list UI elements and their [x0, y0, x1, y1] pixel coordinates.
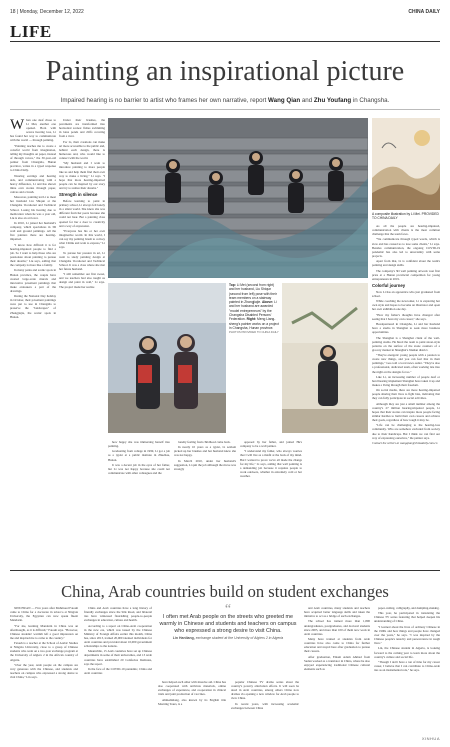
paragraph: Graduating from college in 1999, Li got a job as a typist at a public institute in Zhuzhou, Hunan. — [108, 449, 170, 462]
paragraph: "For me, learning Mandarin in China was an afterthought, as it is difficult," Fatouh says. "However, Chinese students' warmth left a good impression on me and inspired me to come to the country." — [10, 623, 78, 640]
article2-column-4 — [231, 680, 299, 734]
standfirst — [10, 97, 440, 104]
caption-text: Li Mei (second from right) and her husband, Liu Shiqun (second from left) pose with their team members on a stairway painted in Zhangjiajie. — [229, 283, 277, 305]
paragraph: how happy she was immersing herself into painting. — [108, 440, 170, 449]
paragraph: popular Chinese TV drama series about the country's poverty alleviation efforts. It will soon be aired in Arab countries, among others China now dramas via opening a new window for Arab people to view China. — [231, 680, 299, 701]
paragraph: paper-cutting, calligraphy, and dumpling-making. — [378, 606, 440, 610]
article-column-5 — [240, 440, 302, 560]
paragraph: In March 2010, under her husband's suggestion, Li quit the job although the move was strongly — [174, 458, 236, 471]
caption-text: Meng Liang-sheng's painter works on a project in Changsha, Hunan province. — [229, 317, 279, 330]
article2-column-5 — [304, 606, 370, 734]
paragraph: "I learned about the lives of ordinary Chinese in the 1990s and how things and people have changed over the years," he says. "I was inspired by the Chinese people's tenacity and perseverance in tough lives." — [374, 624, 440, 646]
paragraph: The company's 3D wall painting artwork won first prize at a Hunan provincial competition for young entrepreneurs in 2019. — [372, 268, 440, 281]
paragraph: While coaching the newcomer, Li is exploring her own style and hopes to become an illustrator and open her own exhibition one day. — [372, 299, 440, 312]
pull-quote-attribution — [158, 636, 298, 640]
article2-column-1 — [10, 606, 78, 734]
paragraph: Like Li, an increasing number of people deaf or hard hearing implement Shanghai have taken it up and makes a living through their freedom. — [372, 374, 440, 387]
article-column-2 — [59, 118, 105, 558]
paragraph: XINCHUAN — Five years after Mahmoud Fatouh came to China for a doctorate in tobacco at Ningxia University, the Egyptian can now speak fluent Mandarin. — [10, 606, 78, 623]
section-title: LIFE — [10, 22, 52, 41]
paragraph: The school has trained more than 1,800 undergraduates, postgraduates, and doctoral students since 2005, and more than 100 of them now work in Arab countries. — [304, 619, 370, 636]
paragraph: According to a report on China-Arab cooperation in the new era, which was issued by the Chinese Ministry of Foreign Affairs earlier this month, China has, since 2013, trained 20,000 talented individuals for Arab countries and provided about 10,000 government scholarships to the nations. — [84, 623, 152, 649]
paragraph: This year, he participated in translating the Chinese TV series featuring that helped deepen his understanding of China. — [374, 611, 440, 624]
paragraph: To pursue her passion in art, Li went to study painting design at Changsha Vocational and Technical School. It was a class where she met her future husband. — [59, 250, 105, 271]
article-column-6 — [372, 224, 440, 564]
paragraph: In 2010, Li joined her husband's company, which specializes in 3D wall and ground paintings. All the five painters there are hearing-impaired. — [10, 221, 56, 242]
story-divider — [10, 570, 440, 571]
paragraph: The Shanghai is a Shanghai client of the wall-painting studio. He hired the team to paint street-style patterns on the surface of the stone counters of a grocery market in Shanghai's Jinshan district. — [372, 335, 440, 352]
photo-credit: PHOTOS PROVIDED TO CHINA DAILY — [229, 330, 279, 335]
caption-label: Top: — [229, 283, 236, 287]
paragraph: "They're energetic young people with a passion to create new things, and you can feel that in their paintings," Gao told a local news outlet. "They're also a professional, dedicated team, often working late into the night on the designs for us." — [372, 353, 440, 374]
paragraph: China and Arab countries have a long history of friendly exchanges since the Silk Road, and bilateral ties have witnessed flourishing people-to-people exchanges in education, culture and health. — [84, 606, 152, 623]
paragraph: Wearing earrings and hearing aids, and communicating with a heavy difference, Li and has shown mine own stories through paper, canvas and a brush. — [10, 173, 56, 194]
paragraph: and Arab countries, many students and teachers have acquired better language skills and taken the initiative to act as a bridge of such exchanges. — [304, 606, 370, 619]
caption-label: Right: — [246, 317, 257, 322]
attribution-role: exchange student at the University of Algiers 2 in Algeria — [194, 636, 284, 641]
paragraph: "Everyone has his or her own imaginative world. In this world, I can say my painting brush to convey what I think and want to express," Li says. — [59, 228, 105, 250]
pull-quote-text: I often met Arab people on the streets who greeted me warmly in Chinese and students and teachers on campus who expressed a strong desire to visit China. — [159, 614, 297, 634]
paragraph: Now Li has an apprentice who just graduated from school. — [372, 289, 440, 298]
contact-email: wangqian@chinadaily.com.cn — [399, 440, 438, 445]
brand-name: CHINA DAILY — [408, 9, 440, 15]
paragraph: Many have trained at students from Arab countries have also come to China for further education and stayed here after graduation to pursue their careers. — [304, 637, 370, 654]
paragraph: Moreover, painting led Li to meet her husband Liu Shiqun at the Changsha Vocational and Technical School. Losing his hearing due to medication when he was a year old, Liu is also an art lover. — [10, 195, 56, 220]
award-photo — [108, 283, 226, 433]
caption-text: Li and her husband are awarded "model entrepreneurs" by the Changsha Disabled Persons' Federation. — [229, 300, 277, 322]
paragraph: "My husband and I want to introduce painting to more people like us and help them find their own way to make a living," Li says. "I hope that more hearing-impaired people can be inspired by our story and try to realize their dreams." — [59, 161, 105, 190]
reporter-name: Zhu Youfang — [313, 97, 352, 104]
photo-caption — [229, 283, 279, 433]
paragraph: Before learning to paint in primary school, Li always felt lonely in a silent world. She knew she was different from her peers because she could not hear. But a painting class opened for her a door to creativity and a way of expression. — [59, 199, 105, 228]
paragraph: Headquartered in Changsha, Li and her husband have a studio in Shanghai to seek more business opportunities. — [372, 322, 440, 335]
paragraph: Lin, the Chinese student in Algeria, is looking forward to the coming year to learn more about the country's culture and social life. — [374, 646, 440, 659]
paragraph: "I understand my father, who always worries that I will live as a misfit at the back of my mind. But I wanted to prove we've all made the change for my life," Li says, adding that wall painting is a demanding job because it requires people to work outdoors, whether in extremely cold or hot weather. — [240, 449, 302, 478]
section-rule — [10, 41, 440, 42]
contact-line — [372, 441, 440, 445]
painter-at-work-photo — [282, 283, 368, 433]
paragraph: have helped each other with massive aid. China has also cooperated with antivirus materials, online exchanges of experience, and cooperation in clinical trials and joint production of vaccines. — [158, 680, 226, 697]
reporter-name: Wang Qian — [268, 97, 301, 104]
attribution-name: Lin Hanliang, — [172, 636, 195, 641]
quote-mark-icon: “ — [224, 602, 232, 617]
paragraph: It was a decent job in the eyes of her father, but Li was not happy because she could not communicate with other colleagues and the — [108, 462, 170, 476]
paragraph: In the face of the COVID-19 pandemic, China and Arab countries — [84, 666, 152, 675]
team-stairway-photo — [108, 118, 368, 278]
paragraph: Although they are just a small number among the country's 27 million hearing-impaired people, Li hopes that their stories can inspire more people facing similar hurdles to build their own careers and achieve their goals, regardless of how tough it may be. — [372, 401, 440, 423]
standfirst-text: Impaired hearing is no barrier to artist who frames her own narrative, report — [60, 97, 269, 104]
paragraph: During the National Day holiday in October, their pavement paintings were put to use in Changsha to preserve the "landscapes" of Zhangjiajie, the scenic spots in Hunan. — [10, 294, 56, 319]
paragraph: Under their brushes, the pavements are transformed into horizontal scenes: fishes swimming in lotus ponds and cliffs covering from a river. — [59, 118, 105, 139]
paragraph: "I know how difficult it is for hearing-impaired people to find a job. So I want to help those who are passionate about painting to pursue their dreams," Liu says, adding that the company is more like a family. — [10, 242, 56, 268]
paragraph: "Life can be challenging to the hearing-loss community. Who are somehow excluded from society due to their handicaps. But I think we can find our way of expressing ourselves," the painter says. — [372, 423, 440, 440]
paragraph: "How my father's thoughts have changed after seeing that I have my own career," she says. — [372, 312, 440, 321]
paragraph: After graduation, Emam Adam Ahmad from Sudan worked as a translator in China, where he also enjoyed experiencing traditional Chinese cultural elements such as — [304, 654, 370, 671]
paragraph: In recent years, with increasing academic exchanges between China — [231, 701, 299, 710]
source-credit: XINHUA — [421, 736, 440, 741]
article-column-4 — [174, 440, 236, 560]
pull-quote — [158, 602, 298, 641]
paragraph: "I still remember our first sweet, and we teachers had also taught us design and paint in wall," Li says. The project made her realize — [59, 272, 105, 289]
paragraph: As all the people are hearing-impaired, communication with clients is the most common challenge that the team faces. — [372, 224, 440, 237]
paragraph: Fatouh is a teacher at the School of Arabic Studies at Ningxia University, close to a group of Chinese students who went on a two-year exchange program at the University of Algiers 2 in the African country of Algeria. — [10, 641, 78, 662]
paragraph: Apart from that, Li is confident about the team's painting and design skills. — [372, 259, 440, 268]
drop-cap: W — [10, 118, 25, 133]
article2-column-6 — [374, 606, 440, 734]
illustration-image — [372, 118, 440, 210]
article2-column-3 — [158, 680, 226, 734]
subheading: Strength in silence — [59, 191, 98, 197]
paragraph: For Li, their creations can make art more accessible to the public and, behind each design, there is humorous and, who would like to connect with the world. — [59, 139, 105, 161]
contact-label: Contact the writers at — [372, 440, 400, 445]
illustration-caption: A composite illustration by Li Mei. PROVIDED TO CHINA DAILY — [372, 212, 439, 221]
paragraph: Ahmedkhang, also known by its English title Morning Tours, is a — [158, 697, 226, 706]
paragraph: loneliy feeling from childhood came back. — [178, 440, 231, 444]
divider — [10, 109, 440, 110]
paragraph: hen one deaf chose to Li Mei, another one opened. Born with severe hearing loss, Li has found her way to communicate with the world — through painting. — [10, 118, 56, 143]
paragraph: On social media, there are more hearing-impaired people sharing their lives to fight bias, indicating that they can fully participate in social activities. — [372, 388, 440, 401]
standfirst-text: in Changsha. — [351, 97, 390, 104]
paragraph: opposed by her father, and joined Hu's company to be a wall painter. — [240, 440, 302, 449]
paragraph: In many parks and scenic spots in Hunan province, the couple have created large-scale murals and innovative pavement paintings that make onlookers a part of the drawings. — [10, 268, 56, 293]
article-column-1 — [10, 118, 56, 558]
standfirst-text: and — [300, 97, 314, 104]
caption-label: Above: — [262, 300, 274, 305]
subheading: Colorful journey — [372, 282, 406, 288]
page-number-date: 18 | Monday, December 12, 2022 — [10, 9, 84, 15]
paragraph: "Over the year, Arab people on the campus are very generous with the Chinese, and students and teachers on campus who expressed a strong desire to visit China," Lin says. — [10, 662, 78, 680]
article2-column-2 — [84, 606, 152, 734]
headline: Painting an inspirational picture — [45, 56, 405, 87]
paragraph: "Though I don't have a ton of time for my career career, I believe that I can contribute to China-Arab ties as an instrumental role," he says. — [374, 659, 440, 673]
paragraph: "We communicate through typed words, which is slow and has caused us to lose some clients," Li says. Besides communication, the ongoing COVID-19 pandemic has also led to uncertainty with some projects. — [372, 237, 440, 258]
paragraph: In nearly 10 years as a typist, Li seldom picked up her brushes and her husband knew she was not happy. — [174, 445, 236, 458]
masthead — [10, 8, 440, 18]
article-column-3 — [108, 440, 170, 560]
paragraph: "Painting teaches me to create a colorful world from imagination, telling my thoughts on paper, instead of through voices," the 30-year-old painter from Changsha, Hunan province, writes in a typed response to China Daily. — [10, 143, 56, 173]
paragraph: Meanwhile, 15 Arab countries have set up Chinese departments in some of their universities, and 13 Arab countries have established 20 Confucius Institutes, says the report. — [84, 649, 152, 666]
headline-2: China, Arab countries build on student exchanges — [61, 582, 389, 601]
